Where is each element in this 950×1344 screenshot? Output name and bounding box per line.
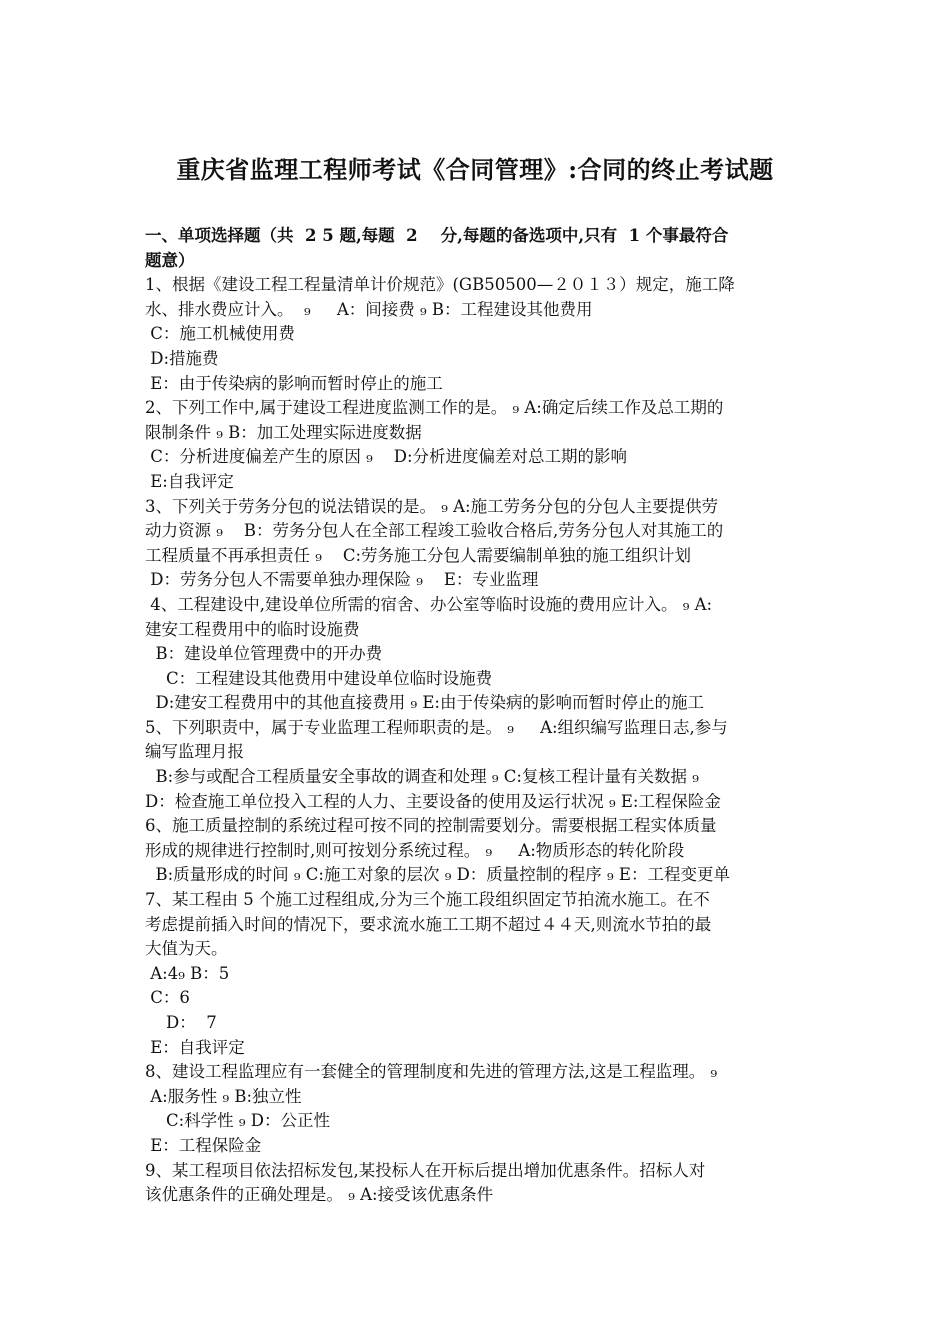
text-line: 工程质量不再承担责任 ₉ C:劳务施工分包人需要编制单独的施工组织计划 <box>145 545 692 565</box>
text-line: A:4₉ B：5 <box>145 963 230 983</box>
text-line: 2、下列工作中,属于建设工程进度监测工作的是。 ₉ A:确定后续工作及总工期的 <box>145 398 724 418</box>
text-line: E：工程保险金 <box>145 1135 262 1155</box>
text-line: E:自我评定 <box>145 471 234 491</box>
text-line: E：自我评定 <box>145 1037 245 1057</box>
text-line: C：施工机械使用费 <box>145 324 295 344</box>
text-line: 建安工程费用中的临时设施费 <box>145 619 360 639</box>
section-heading: 题意） <box>145 250 195 270</box>
document-title: 重庆省监理工程师考试《合同管理》:合同的终止考试题 <box>176 155 774 184</box>
text-line: A:服务性 ₉ B:独立性 <box>145 1086 302 1106</box>
document-body <box>145 224 810 1208</box>
text-line: D： 7 <box>145 1013 217 1032</box>
text-line: 大值为天。 <box>145 939 228 959</box>
text-line: 考虑提前插入时间的情况下，要求流水施工工期不超过４４天,则流水节拍的最 <box>145 914 712 934</box>
text-line: 4、工程建设中,建设单位所需的宿舍、办公室等临时设施的费用应计入。 ₉ A: <box>145 594 713 614</box>
text-line: 形成的规律进行控制时,则可按划分系统过程。 ₉ A:物质形态的转化阶段 <box>145 840 685 860</box>
text-line: D：检查施工单位投入工程的人力、主要设备的使用及运行状况 ₉ E:工程保险金 <box>145 791 721 811</box>
text-line: E：由于传染病的影响而暂时停止的施工 <box>145 373 443 393</box>
text-line: 6、施工质量控制的系统过程可按不同的控制需要划分。需要根据工程实体质量 <box>145 816 717 836</box>
text-line: C：分析进度偏差产生的原因 ₉ D:分析进度偏差对总工期的影响 <box>145 447 627 467</box>
text-line: 限制条件 ₉ B：加工处理实际进度数据 <box>145 422 422 442</box>
text-line: 水、排水费应计入。 ₉ A：间接费 ₉ B：工程建设其他费用 <box>145 299 593 319</box>
text-line: C：6 <box>145 988 190 1008</box>
text-line: 9、某工程项目依法招标发包,某投标人在开标后提出增加优惠条件。招标人对 <box>145 1160 706 1180</box>
text-line: 3、下列关于劳务分包的说法错误的是。 ₉ A:施工劳务分包的分包人主要提供劳 <box>145 496 719 516</box>
text-line: 动力资源 ₉ B：劳务分包人在全部工程竣工验收合格后,劳务分包人对其施工的 <box>145 521 724 541</box>
text-line: B:参与或配合工程质量安全事故的调查和处理 ₉ C:复核工程计量有关数据 ₉ <box>145 767 699 787</box>
text-line: B:质量形成的时间 ₉ C:施工对象的层次 ₉ D：质量控制的程序 ₉ E：工程变更单 <box>145 865 730 885</box>
text-line: 8、建设工程监理应有一套健全的管理制度和先进的管理方法,这是工程监理。 ₉ <box>145 1062 718 1082</box>
section-heading: 一、单项选择题（共 2 5 题,每题 2 分,每题的备选项中,只有 1 个事最符合 <box>145 226 729 245</box>
text-line: D：劳务分包人不需要单独办理保险 ₉ E：专业监理 <box>145 570 539 590</box>
text-line: C:科学性 ₉ D：公正性 <box>145 1111 330 1131</box>
text-line: D:措施费 <box>145 348 219 368</box>
text-line: 7、某工程由 5 个施工过程组成,分为三个施工段组织固定节拍流水施工。在不 <box>145 890 710 910</box>
text-line: 1、根据《建设工程工程量清单计价规范》(GB50500—２０１３）规定，施工降 <box>145 275 735 295</box>
text-line: 该优惠条件的正确处理是。 ₉ A:接受该优惠条件 <box>145 1185 494 1205</box>
text-line: 编写监理月报 <box>145 742 244 762</box>
text-line: 5、下列职责中，属于专业监理工程师职责的是。 ₉ A:组织编写监理日志,参与 <box>145 717 728 737</box>
text-line: D:建安工程费用中的其他直接费用 ₉ E:由于传染病的影响而暂时停止的施工 <box>145 693 704 713</box>
text-line: B：建设单位管理费中的开办费 <box>145 644 383 664</box>
text-line: C：工程建设其他费用中建设单位临时设施费 <box>145 668 493 688</box>
